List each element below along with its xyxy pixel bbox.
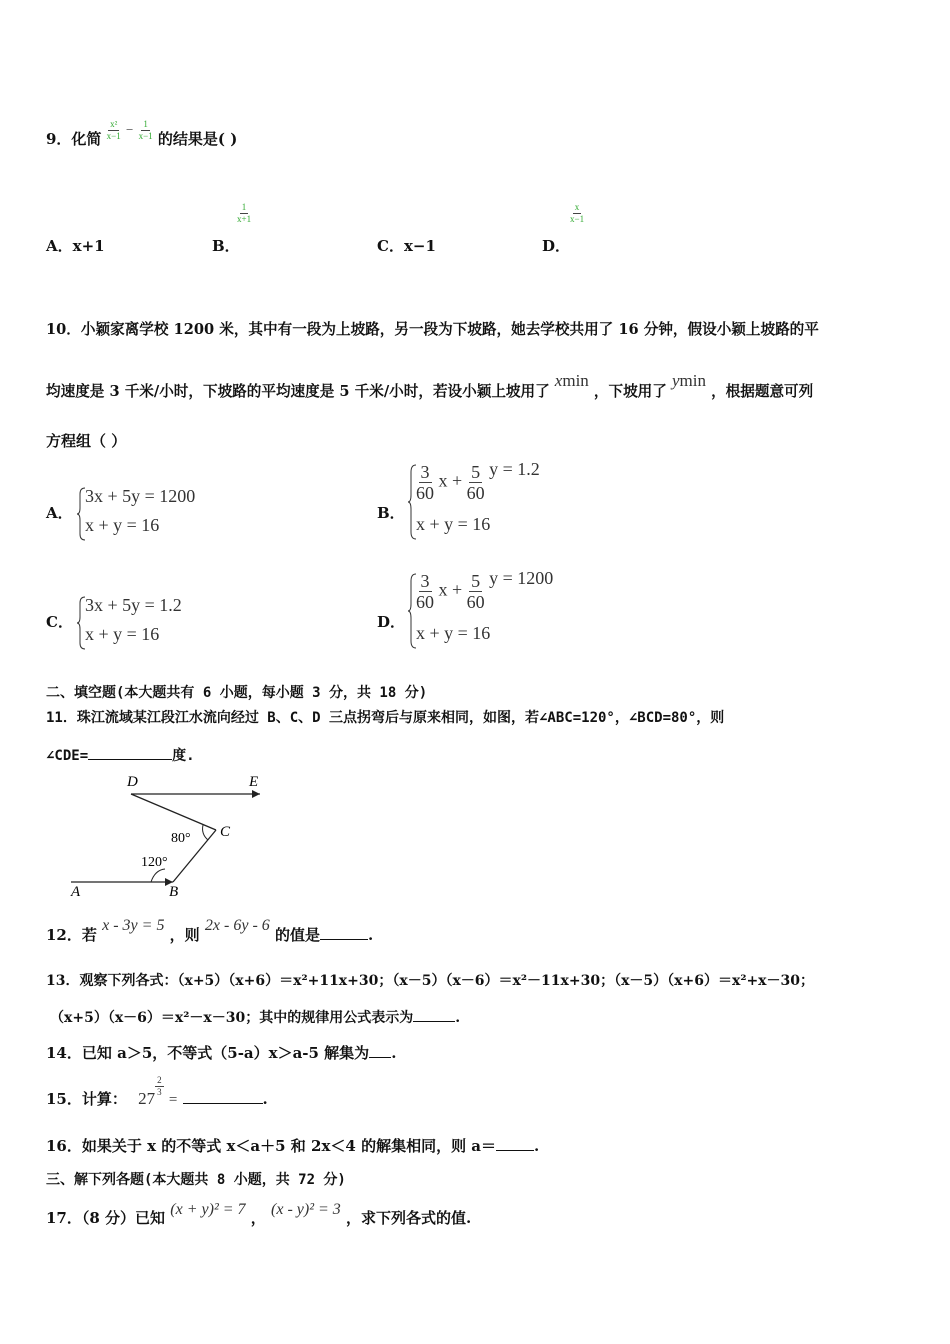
angle-arc-c [203, 825, 208, 840]
q15-exponent: $\frac{2}{3}$ [157, 1074, 162, 1097]
q10-option-b-system: $\frac{3}{60}$ x + $\frac{5}{60}$ y = 1.2 x + y = 16 [408, 463, 628, 541]
answer-blank[interactable] [88, 759, 172, 760]
q17-stem: 17．（8 分）已知 (x + y)² = 7 ， (x - y)² = 3 ，求下列各式的值. [46, 1201, 472, 1227]
q9-fraction-b: $\frac{1}{x-1}$ [138, 118, 153, 141]
q9-minus: − [125, 122, 134, 137]
q9-option-c: C．x−1 [377, 237, 436, 255]
answer-blank[interactable] [413, 1021, 455, 1022]
q13-line1: 13．观察下列各式：（x+5）（x+6）＝x²+11x+30；（x－5）（x－6）＝x²－11x+30；（x－5）（x+6）＝x²+x－30； [46, 973, 815, 989]
q9-fraction-a: $\frac{\text{x²}}{x-1}$ [106, 118, 121, 141]
label-120-degrees: 120° [141, 855, 168, 870]
q10-option-a-system: 3x + 5y = 1200 x + y = 16 [77, 486, 277, 542]
answer-blank[interactable] [369, 1057, 391, 1058]
q9-tail: 的结果是( ) [157, 130, 238, 148]
label-e: E [249, 774, 259, 790]
q10-option-d-label: D． [377, 613, 406, 631]
answer-blank[interactable] [183, 1103, 263, 1104]
q13-line2: （x+5）（x－6）＝x²－x－30；其中的规律用公式表示为 . [50, 1010, 461, 1026]
arrow-icon [252, 790, 260, 798]
q12-stem: 12．若 x - 3y = 5 ，则 2x - 6y - 6 的值是 . [46, 917, 374, 944]
q10-option-b-label: B． [377, 504, 405, 522]
q10-line1: 10．小颖家离学校 1200 米，其中有一段为上坡路，另一段为下坡路，她去学校共用了 16 分钟，假设小颖上坡路的平 [46, 321, 819, 338]
angle-arc-b [151, 869, 165, 882]
q9-option-d-fraction: $\frac{x}{x-1}$ [570, 202, 585, 224]
label-c: C [220, 824, 231, 840]
q11-figure [65, 770, 275, 900]
q9-option-a: A．x+1 [46, 237, 105, 255]
label-d: D [127, 774, 138, 790]
label-a: A [71, 884, 81, 900]
q15-stem: 15．计算： 27 $\frac{2}{3}$ = . [46, 1074, 268, 1108]
q10-line2: 均速度是 3 千米/小时，下坡路的平均速度是 5 千米/小时，若设小颖上坡用了 xmin ，下坡用了 ymin ，根据题意可列 [46, 371, 814, 400]
q10-option-c-label: C． [46, 613, 73, 631]
answer-blank[interactable] [320, 939, 368, 940]
answer-blank[interactable] [496, 1150, 534, 1151]
q11-line1: 11．珠江流域某江段江水流向经过 B、C、D 三点拐弯后与原来相同，如图，若∠ABC=120°，∠BCD=80°，则 [46, 710, 725, 726]
section-heading-solve: 三、解下列各题(本大题共 8 小题，共 72 分) [46, 1172, 346, 1188]
q16-stem: 16．如果关于 x 的不等式 x＜a＋5 和 2x＜4 的解集相同，则 a＝ . [46, 1137, 540, 1155]
q9-stem [46, 118, 238, 151]
q10-line3: 方程组（ ） [46, 432, 127, 450]
q10-option-d-system: $\frac{3}{60}$ x + $\frac{5}{60}$ y = 1200 x + y = 16 [408, 572, 628, 650]
q14-stem: 14．已知 a＞5，不等式（5-a）x＞a-5 解集为 . [46, 1044, 397, 1062]
label-80-degrees: 80° [171, 831, 191, 846]
q9-lead: 9．化简 [46, 130, 102, 148]
q9-option-b: B． [212, 237, 240, 255]
line-dc [131, 794, 216, 830]
q9-option-d: D． [542, 237, 571, 255]
q9-option-b-fraction: $\frac{1}{x+1}$ [237, 202, 252, 224]
q11-line2: ∠CDE= 度. [46, 748, 195, 764]
section-heading-fill-in: 二、填空题(本大题共有 6 小题，每小题 3 分，共 18 分) [46, 685, 428, 701]
label-b: B [169, 884, 179, 900]
q10-option-c-system: 3x + 5y = 1.2 x + y = 16 [77, 595, 277, 651]
q10-option-a-label: A． [46, 504, 73, 522]
